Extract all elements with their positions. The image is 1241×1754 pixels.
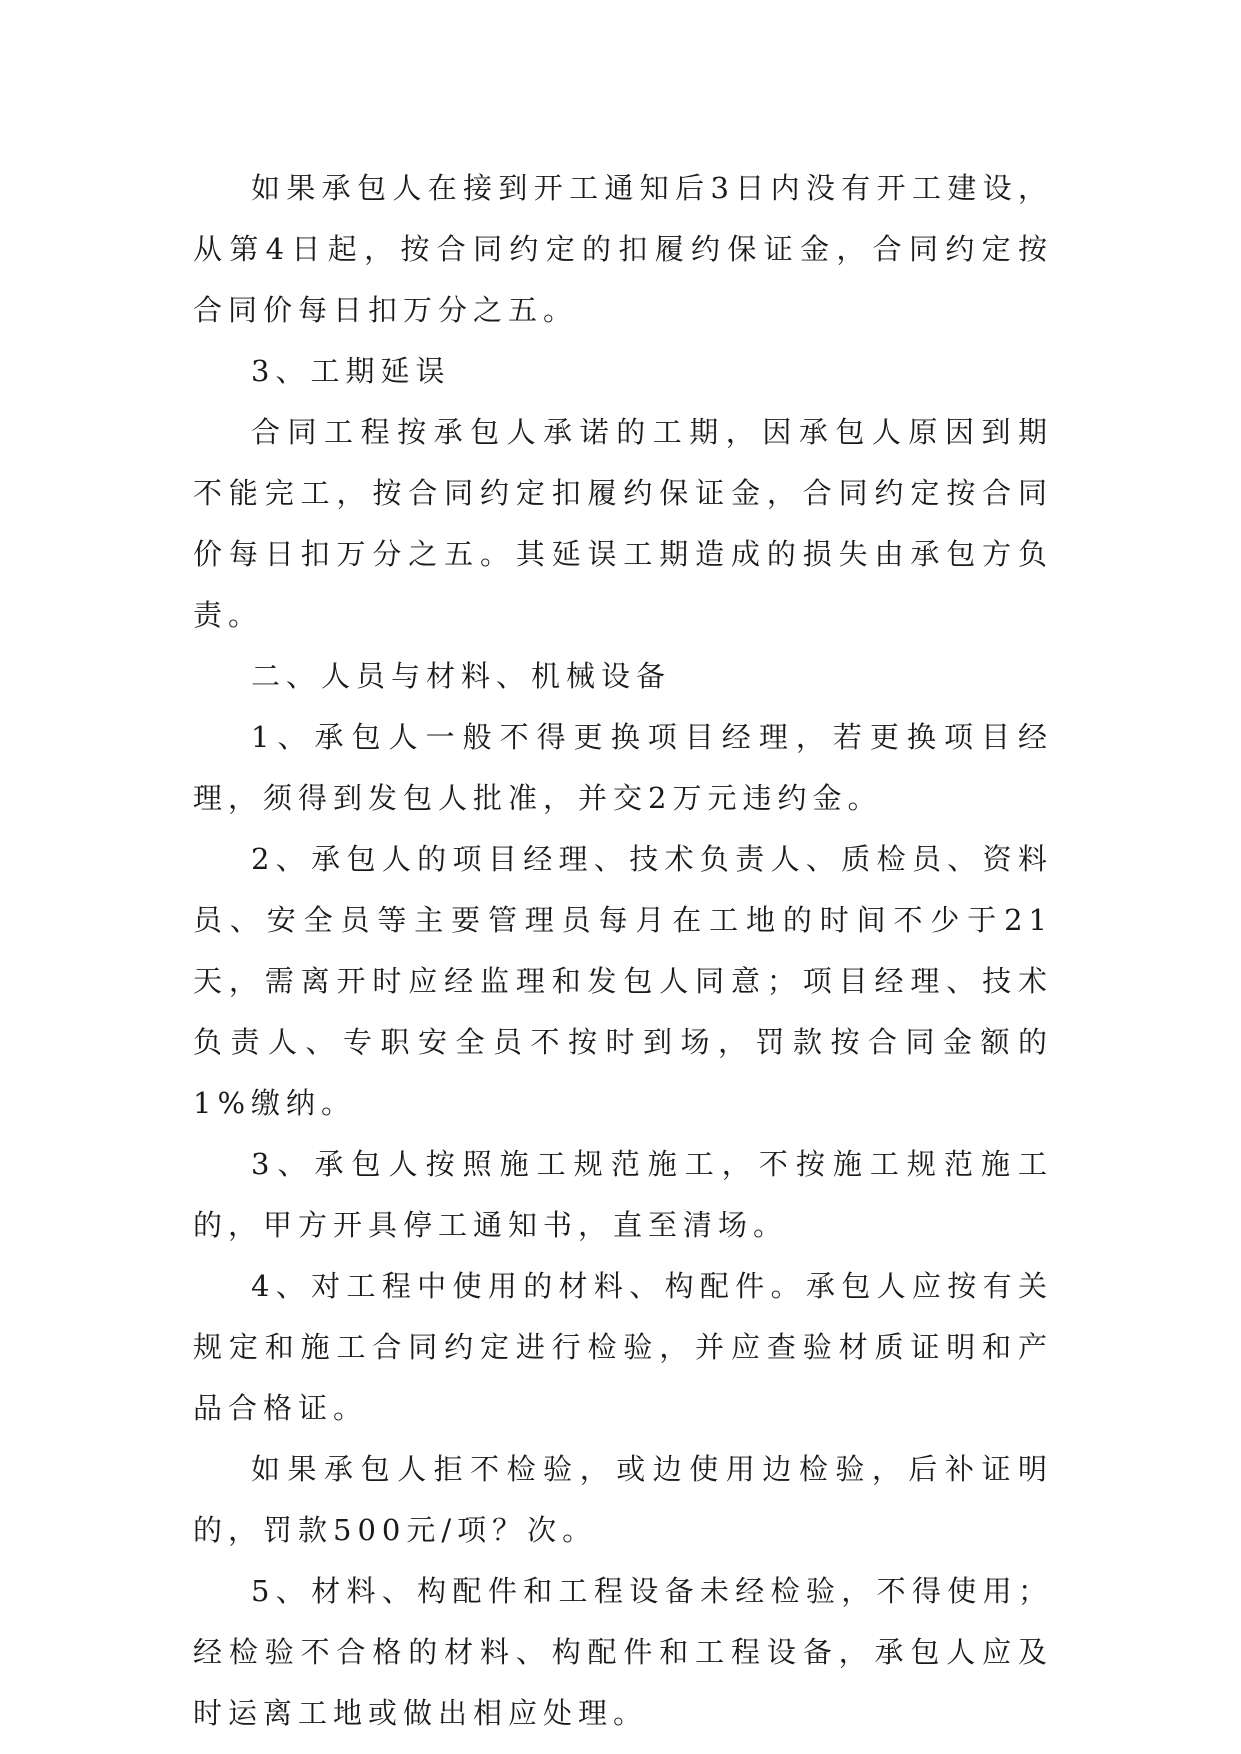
paragraph-inspection-penalty: 如果承包人拒不检验，或边使用边检验，后补证明的，罚款500元/项？次。	[193, 1452, 1053, 1547]
paragraph-delay-penalty: 合同工程按承包人承诺的工期，因承包人原因到期不能完工，按合同约定扣履约保证金，合同约定按合同价每日扣万分之五。其延误工期造成的损失由承包方负责。	[193, 415, 1053, 632]
paragraph-item-2: 2、承包人的项目经理、技术负责人、质检员、资料员、安全员等主要管理员每月在工地的时间不少于21天，需离开时应经监理和发包人同意；项目经理、技术负责人、专职安全员不按时到场，罚款按合同金额的1%缴纳。	[193, 842, 1053, 1120]
heading-schedule-delay: 3、工期延误	[251, 354, 451, 388]
paragraph-item-3: 3、承包人按照施工规范施工，不按施工规范施工的，甲方开具停工通知书，直至清场。	[193, 1147, 1053, 1242]
document-body	[193, 158, 1053, 1744]
paragraph-item-4: 4、对工程中使用的材料、构配件。承包人应按有关规定和施工合同约定进行检验，并应查验材质证明和产品合格证。	[193, 1269, 1053, 1425]
paragraph-late-start-penalty: 如果承包人在接到开工通知后3日内没有开工建设，从第4日起，按合同约定的扣履约保证金，合同约定按合同价每日扣万分之五。	[193, 171, 1053, 327]
heading-personnel-materials: 二、人员与材料、机械设备	[251, 659, 672, 693]
paragraph-item-5: 5、材料、构配件和工程设备未经检验，不得使用；经检验不合格的材料、构配件和工程设备，承包人应及时运离工地或做出相应处理。	[193, 1574, 1053, 1730]
paragraph-item-1: 1、承包人一般不得更换项目经理，若更换项目经理，须得到发包人批准，并交2万元违约金。	[193, 720, 1053, 815]
